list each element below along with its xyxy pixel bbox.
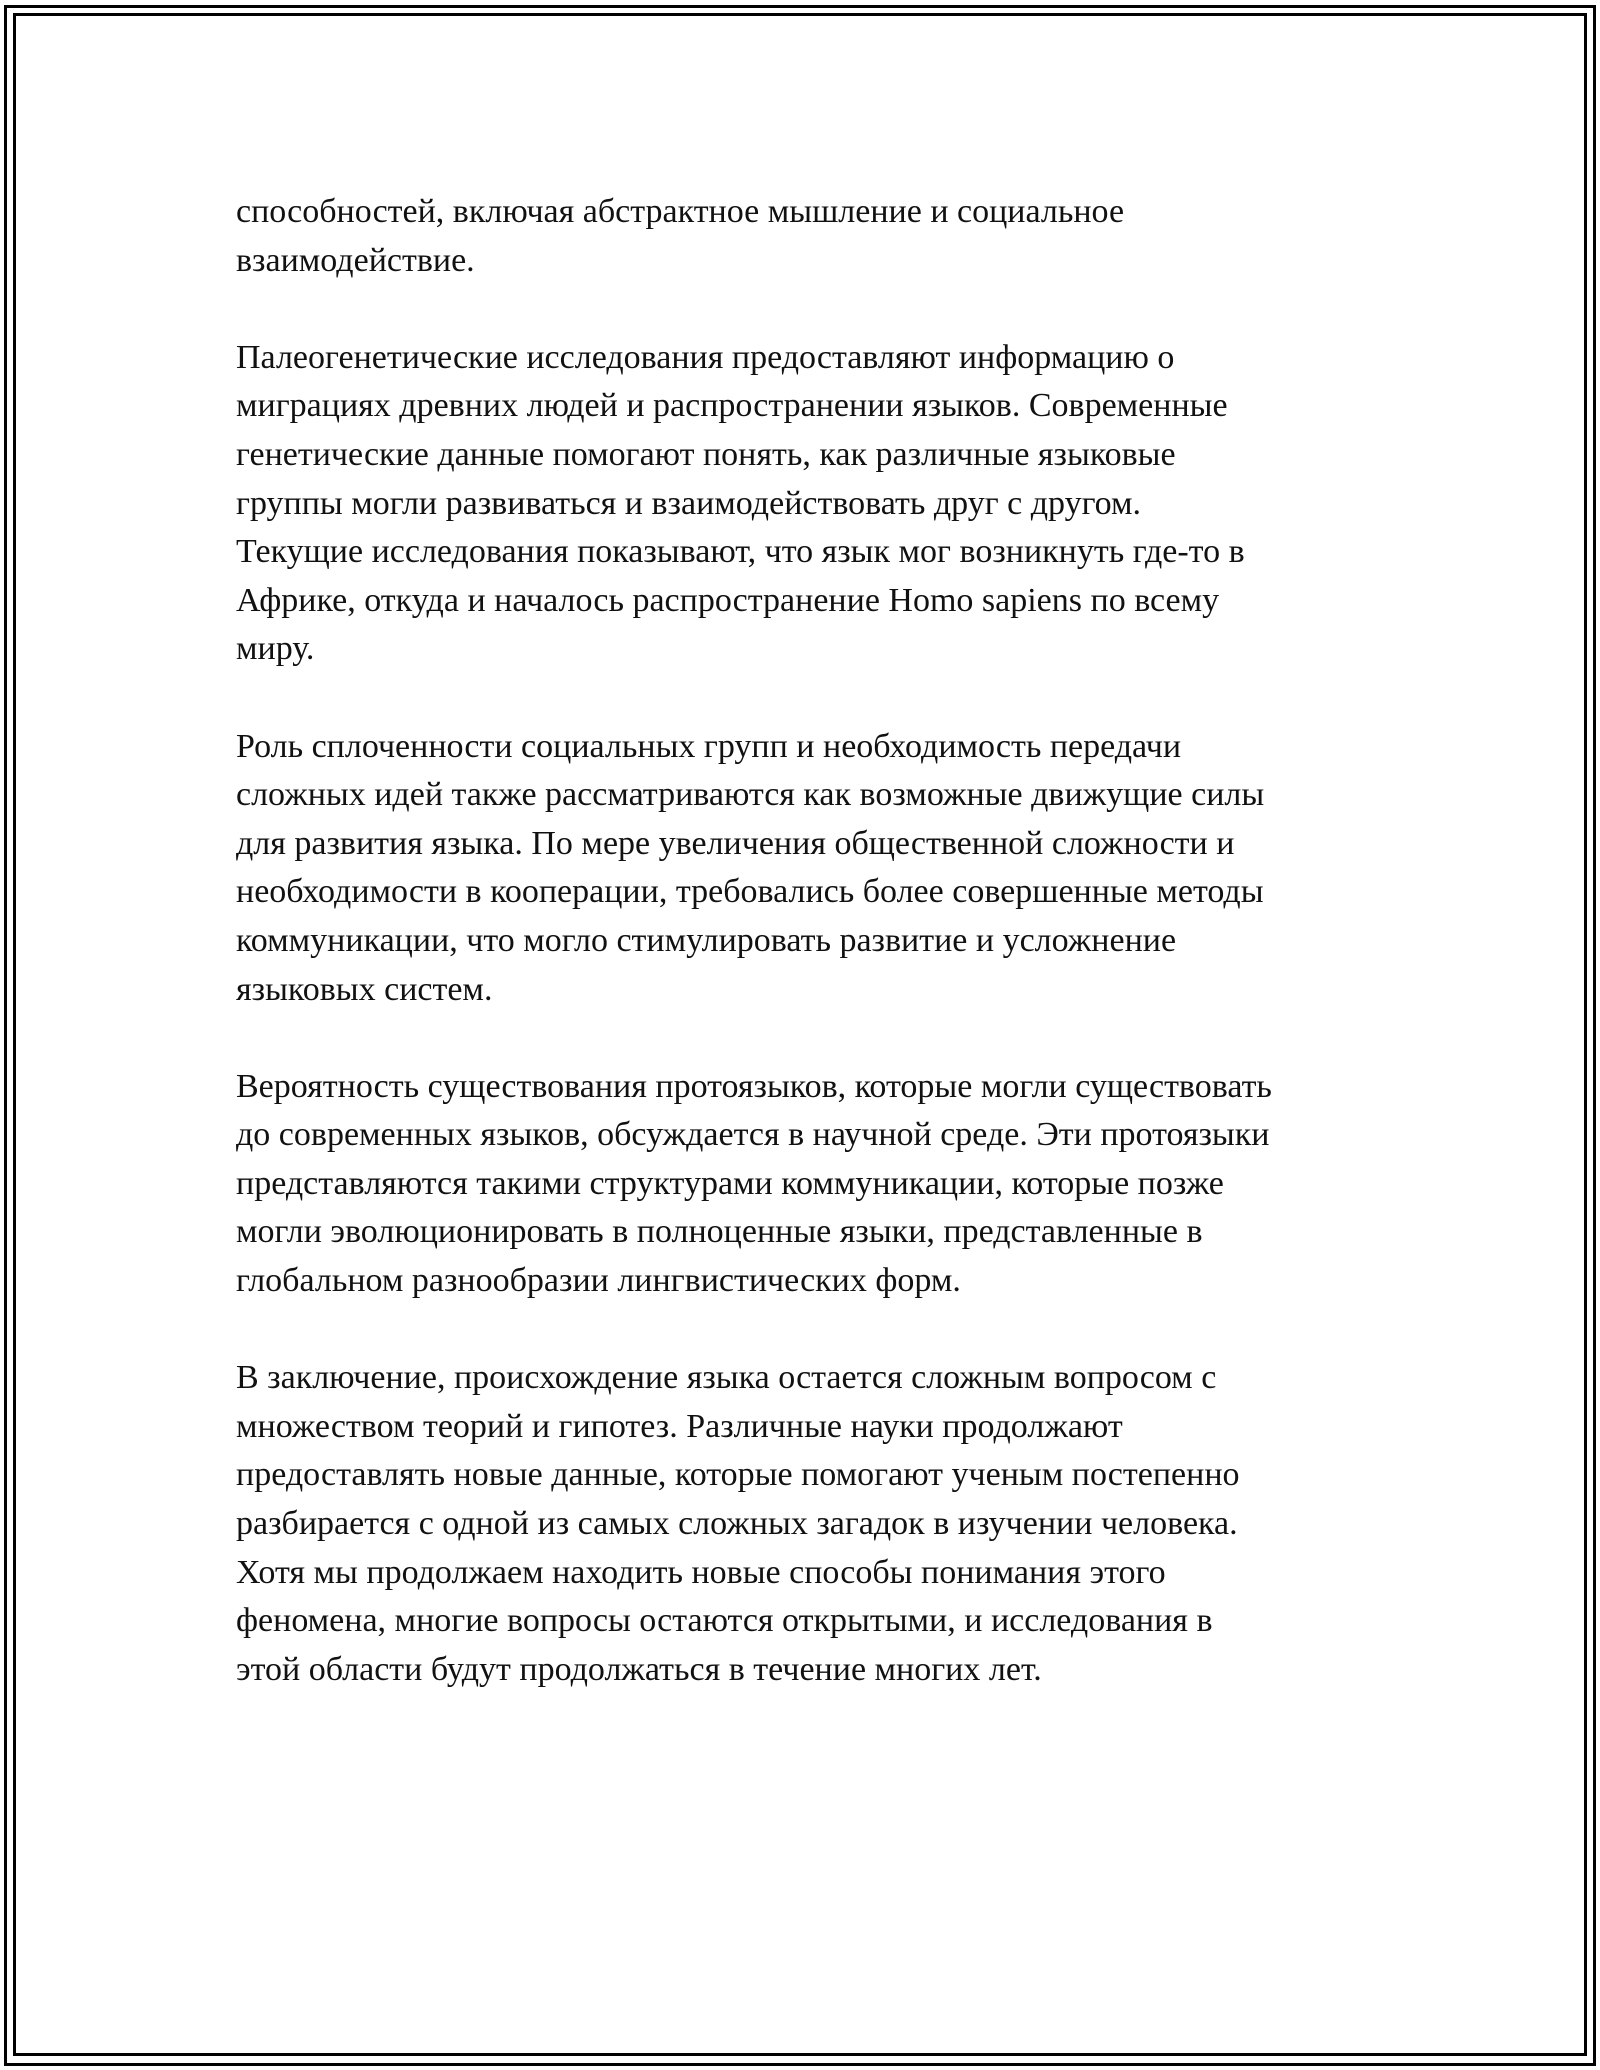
paragraph: Палеогенетические исследования предоставляют информацию о миграциях древних людей и распространении языков. Современные генетические данные помогают понять, как различные языковые группы могли развиваться и взаимодействовать друг с другом. Текущие исследования показывают, что язык мог возникнуть где-то в Африке, откуда и началось распространение Homo sapiens по всему миру. xyxy=(236,338,1245,668)
document-body xyxy=(236,188,1386,1743)
paragraph: Роль сплоченности социальных групп и необходимость передачи сложных идей также рассматриваются как возможные движущие силы для развития языка. По мере увеличения общественной сложности и необходимости в кооперации, требовались более совершенные методы коммуникации, что могло стимулировать развитие и усложнение языковых систем. xyxy=(236,727,1265,1008)
paragraph: способностей, включая абстрактное мышление и социальное взаимодействие. xyxy=(236,193,1125,279)
paragraph: В заключение, происхождение языка остается сложным вопросом с множеством теорий и гипотез. Различные науки продолжают предоставлять новые данные, которые помогают ученым постепенно разбирается с одной из самых сложных загадок в изучении человека. Хотя мы продолжаем находить новые способы понимания этого феномена, многие вопросы остаются открытыми, и исследования в этой области будут продолжаться в течение многих лет. xyxy=(236,1359,1240,1688)
paragraph: Вероятность существования протоязыков, которые могли существовать до современных языков, обсуждается в научной среде. Эти протоязыки представляются такими структурами коммуникации, которые позже могли эволюционировать в полноценные языки, представленные в глобальном разнообразии лингвистических форм. xyxy=(236,1067,1272,1300)
